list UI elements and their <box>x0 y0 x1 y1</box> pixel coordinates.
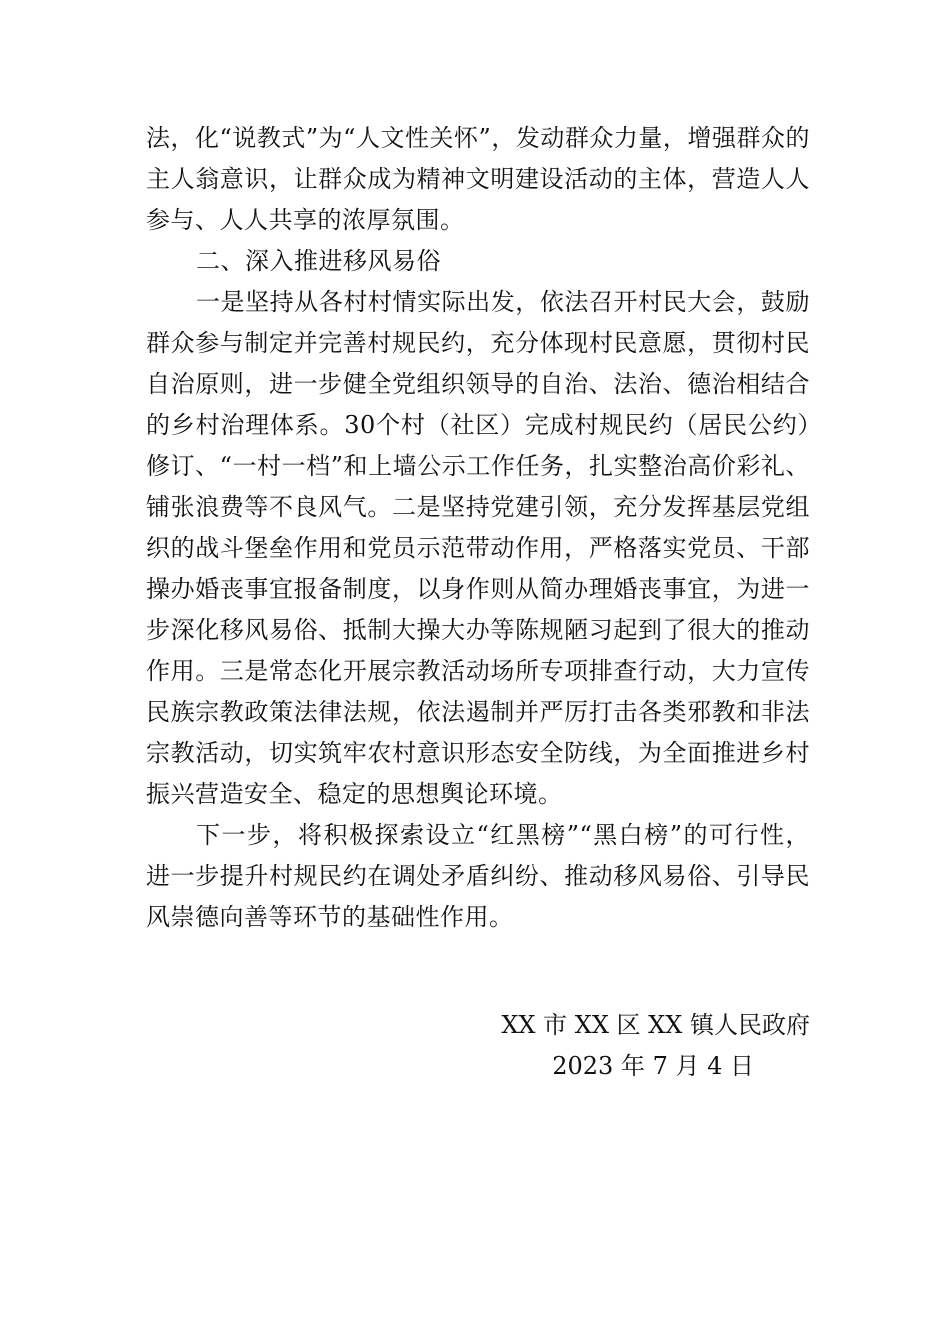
signature-organization: XX 市 XX 区 XX 镇人民政府 <box>501 1011 810 1039</box>
document-body <box>146 118 810 938</box>
paragraph-next-steps: 下一步，将积极探索设立“红黑榜”“黑白榜”的可行性，进一步提升村规民约在调处矛盾纠纷、推动移风易俗、引导民风崇德向善等环节的基础性作用。 <box>146 821 810 931</box>
paragraph-continuation: 法，化“说教式”为“人文性关怀”，发动群众力量，增强群众的主人翁意识，让群众成为精神文明建设活动的主体，营造人人参与、人人共享的浓厚氛围。 <box>146 124 810 234</box>
section-heading: 二、深入推进移风易俗 <box>196 247 441 275</box>
signature-date: 2023 年 7 月 4 日 <box>552 1052 754 1080</box>
paragraph-measures: 一是坚持从各村村情实际出发，依法召开村民大会，鼓励群众参与制定并完善村规民约，充分体现村民意愿，贯彻村民自治原则，进一步健全党组织领导的自治、法治、德治相结合的乡村治理体系。30个村（社区）完成村规民约（居民公约）修订、“一村一档”和上墙公示工作任务，扎实整治高价彩礼、铺张浪费等不良风气。二是坚持党建引领，充分发挥基层党组织的战斗堡垒作用和党员示范带动作用，严格落实党员、干部操办婚丧事宜报备制度，以身作则从简办理婚丧事宜，为进一步深化移风易俗、抵制大操大办等陈规陋习起到了很大的推动作用。三是常态化开展宗教活动场所专项排查行动，大力宣传民族宗教政策法律法规，依法遏制并严厉打击各类邪教和非法宗教活动，切实筑牢农村意识形态安全防线，为全面推进乡村振兴营造安全、稳定的思想舆论环境。 <box>146 288 810 808</box>
